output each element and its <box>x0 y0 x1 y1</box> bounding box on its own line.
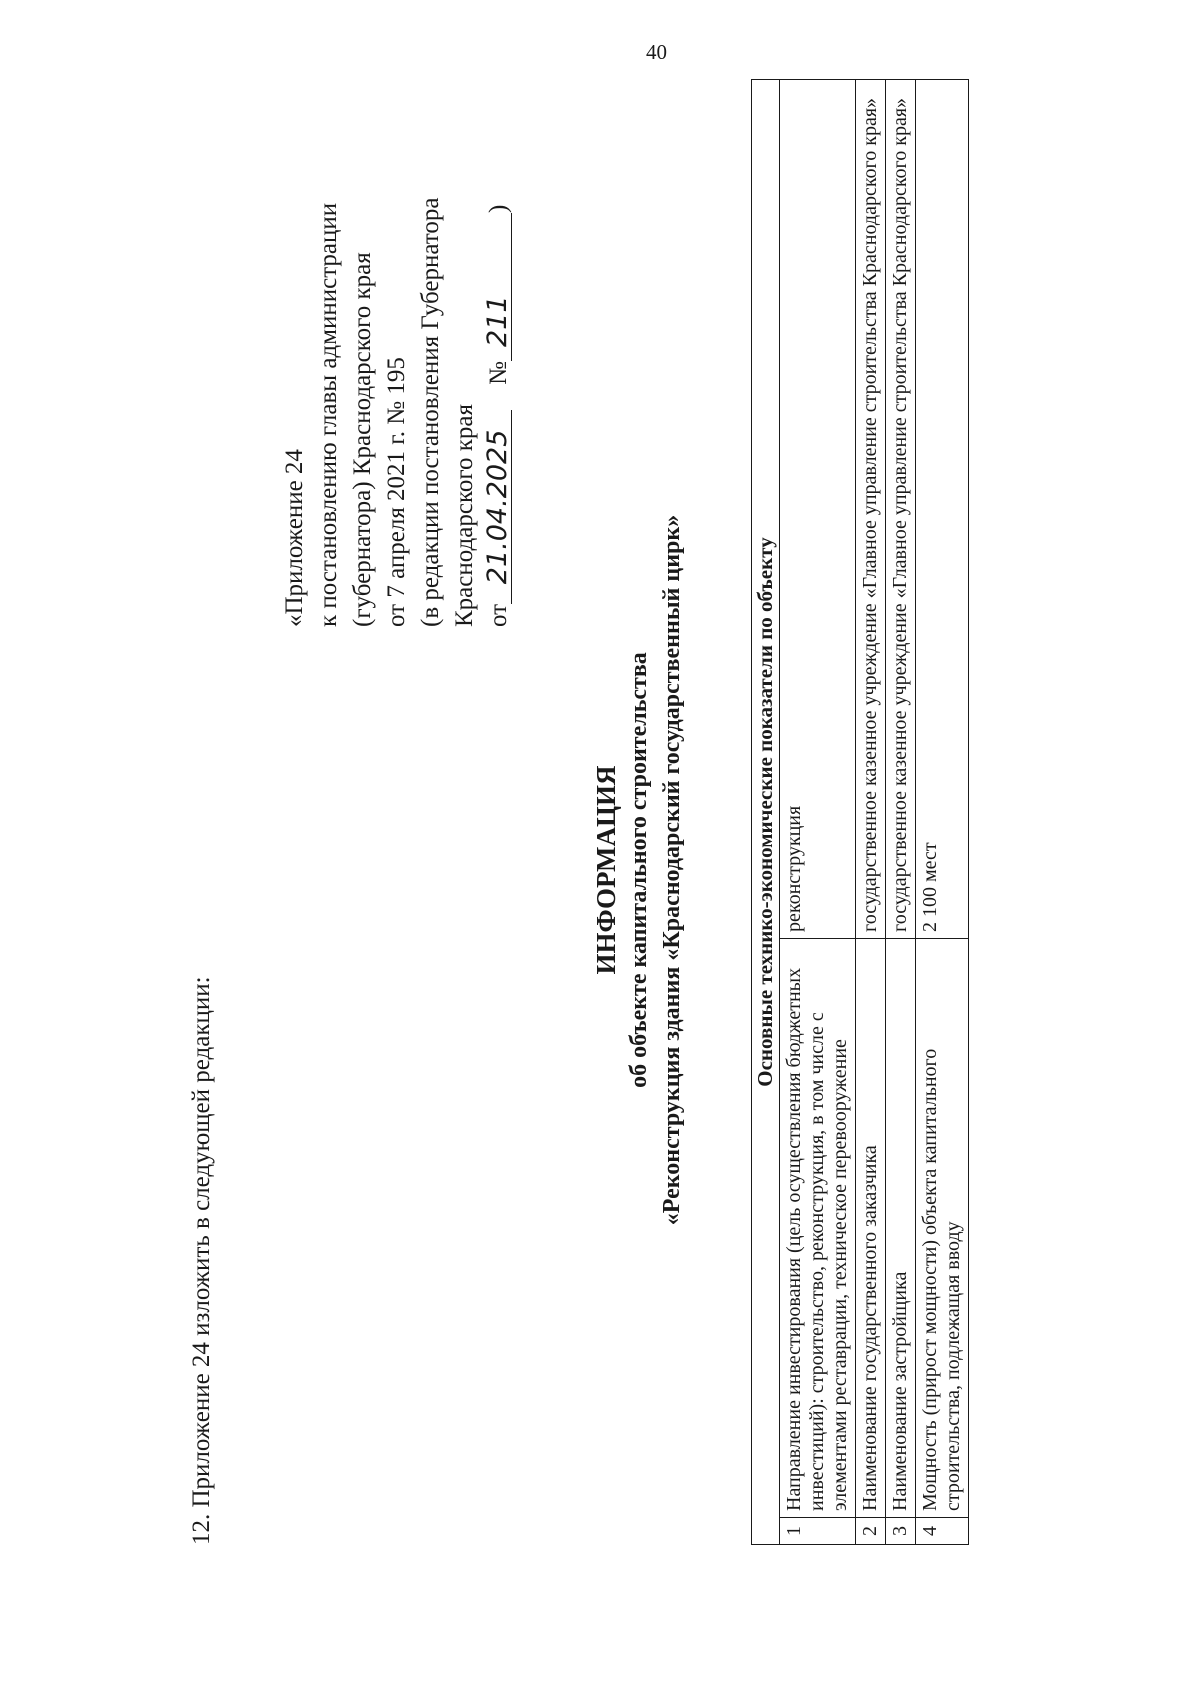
appendix-date-number-line <box>482 67 516 627</box>
row-number: 1 <box>780 1518 856 1545</box>
row-number: 4 <box>916 1518 969 1545</box>
row-value: государственное казенное учреждение «Главное управление строительства Краснодарского края» <box>856 80 886 939</box>
appendix-line: к постановлению главы администрации <box>315 202 342 627</box>
document-title-block <box>590 200 689 1540</box>
page-number: 40 <box>646 40 667 64</box>
table-row <box>856 80 886 1545</box>
from-prefix: от <box>485 603 512 627</box>
document-title: ИНФОРМАЦИЯ <box>591 765 621 975</box>
row-label: Наименование застройщика <box>886 939 916 1518</box>
row-number: 2 <box>856 1518 886 1545</box>
handwritten-number: 211 <box>485 213 512 361</box>
table-header-row <box>752 80 780 1545</box>
appendix-line: (губернатора) Краснодарского края <box>349 252 376 627</box>
appendix-line: «Приложение 24 <box>281 449 308 627</box>
document-subtitle: об объекте капитального строительства <box>626 652 652 1088</box>
object-name-title: «Реконструкция здания «Краснодарский государственный цирк» <box>659 514 685 1226</box>
handwritten-date: 21.04.2025 <box>485 410 512 604</box>
indicators-table <box>751 79 969 1545</box>
row-number: 3 <box>886 1518 916 1545</box>
amendment-intro-text: 12. Приложение 24 изложить в следующей редакции: <box>188 976 215 1545</box>
appendix-line: от 7 апреля 2021 г. № 195 <box>383 357 410 627</box>
appendix-reference-block <box>278 67 516 627</box>
rotated-document-sheet <box>100 20 1160 1660</box>
table-row <box>780 80 856 1545</box>
row-value: 2 100 мест <box>916 80 969 939</box>
appendix-line: Краснодарского края <box>451 404 478 627</box>
row-label: Направление инвестирования (цель осуществления бюджетных инвестиций): строительство, реконструкция, в том числе с элементами реставрации, техническое перевооружение <box>780 939 856 1518</box>
row-value: реконструкция <box>780 80 856 939</box>
row-value: государственное казенное учреждение «Главное управление строительства Краснодарского края» <box>886 80 916 939</box>
appendix-line: (в редакции постановления Губернатора <box>417 197 444 627</box>
row-label: Мощность (прирост мощности) объекта капитального строительства, подлежащая вводу <box>916 939 969 1518</box>
closing-paren: ) <box>485 204 512 214</box>
row-label: Наименование государственного заказчика <box>856 939 886 1518</box>
table-header-cell: Основные технико-экономические показатели по объекту <box>752 80 780 1545</box>
number-prefix: № <box>485 361 512 385</box>
table-row <box>886 80 916 1545</box>
table-row <box>916 80 969 1545</box>
